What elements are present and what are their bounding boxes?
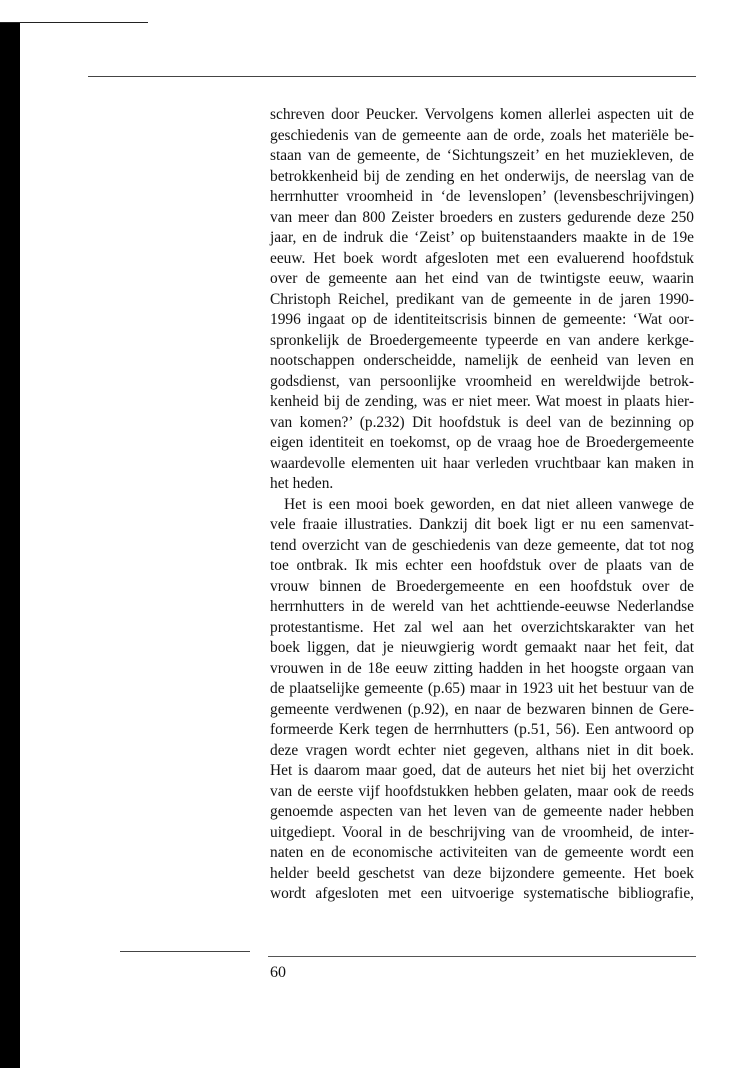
text-line: boek liggen, dat je nieuwgierig wordt gemaakt naar het feit, dat [270,639,694,656]
text-line: herrnhutters in de wereld van het achttiende-eeuwse Nederlandse [270,598,694,615]
text-line: deze vragen wordt echter niet gegeven, althans niet in dit boek. [270,741,694,759]
footer-rule-left [120,951,250,952]
text-line: naten en de economische activiteiten van de gemeente wordt een [270,844,694,861]
text-line: schreven door Peucker. Vervolgens komen allerlei aspecten uit de [270,106,694,123]
scan-edge-top-line [0,22,148,23]
text-line: eigen identiteit en toekomst, op de vraag hoe de Broedergemeente [270,434,694,451]
text-line: gemeente verdwenen (p.92), en naar de bezwaren binnen de Gere- [270,700,694,718]
text-line: vele fraaie illustraties. Dankzij dit boek ligt er nu een samenvat- [270,516,694,533]
text-line: nootschappen onderscheidde, namelijk de eenheid van leven en [270,352,694,369]
text-line: protestantisme. Het zal wel aan het overzichtskarakter van het [270,618,694,636]
text-line: staan van de gemeente, de ‘Sichtungszeit’ en het muziekleven, de [270,147,694,164]
text-line: helder beeld geschetst van deze bijzondere gemeente. Het boek [270,864,694,882]
header-rule [88,76,696,77]
text-line: vrouw binnen de Broedergemeente en een hoofdstuk over de [270,577,694,595]
paragraph-2 [270,495,694,905]
text-line: de plaatselijke gemeente (p.65) maar in 1923 uit het bestuur van de [270,680,694,697]
text-line: eeuw. Het boek wordt afgesloten met een evaluerend hoofdstuk [270,249,694,267]
text-line: tend overzicht van de geschiedenis van deze gemeente, dat tot nog [270,536,694,554]
text-line: van de eerste vijf hoofdstukken hebben gelaten, maar ook de reeds [270,782,694,800]
text-line: uitgediept. Vooral in de beschrijving van de vroomheid, de inter- [270,823,694,841]
text-line: van meer dan 800 Zeister broeders en zusters gedurende deze 250 [270,208,694,226]
text-line: Christoph Reichel, predikant van de gemeente in de jaren 1990- [270,290,694,308]
scan-shadow-edge [0,22,20,1068]
text-line: spronkelijk de Broedergemeente typeerde en van andere kerkge- [270,331,694,349]
text-line: geschiedenis van de gemeente aan de orde, zoals het materiële be- [270,126,694,144]
body-text [270,105,694,905]
text-line: waardevolle elementen uit haar verleden vruchtbaar kan maken in [270,454,694,472]
text-line: genoemde aspecten van het leven van de gemeente nader hebben [270,803,694,820]
text-line: vrouwen in de 18e eeuw zitting hadden in het hoogste orgaan van [270,659,694,677]
text-line: het heden. [270,475,334,492]
text-line: toe ontbrak. Ik mis echter een hoofdstuk over de plaats van de [270,557,694,574]
text-line: godsdienst, van persoonlijke vroomheid en wereldwijde betrok- [270,372,694,390]
text-line: over de gemeente aan het eind van de twintigste eeuw, waarin [270,270,694,287]
text-line: herrnhutter vroomheid in ‘de levenslopen’ (levensbeschrijvingen) [270,188,694,205]
text-line: wordt afgesloten met een uitvoerige systematische bibliografie, [270,885,694,902]
text-line: Het is een mooi boek geworden, en dat niet alleen vanwege de [284,495,694,513]
text-line: betrokkenheid bij de zending en het onderwijs, de neerslag van de [270,167,694,185]
text-line: van komen?’ (p.232) Dit hoofdstuk is deel van de bezinning op [270,413,694,431]
page-number: 60 [270,964,286,981]
text-line: jaar, en de indruk die ‘Zeist’ op buitenstaanders maakte in de 19e [270,229,694,246]
text-line: kenheid bij de zending, was er niet meer. Wat moest in plaats hier- [270,393,694,410]
footer-rule [268,956,696,957]
text-line: 1996 ingaat op de identiteitscrisis binnen de gemeente: ‘Wat oor- [270,311,694,328]
text-line: formeerde Kerk tegen de herrnhutters (p.51, 56). Een antwoord op [270,721,694,738]
text-line: Het is daarom maar goed, dat de auteurs het niet bij het overzicht [270,762,694,779]
paragraph-1 [270,105,694,495]
